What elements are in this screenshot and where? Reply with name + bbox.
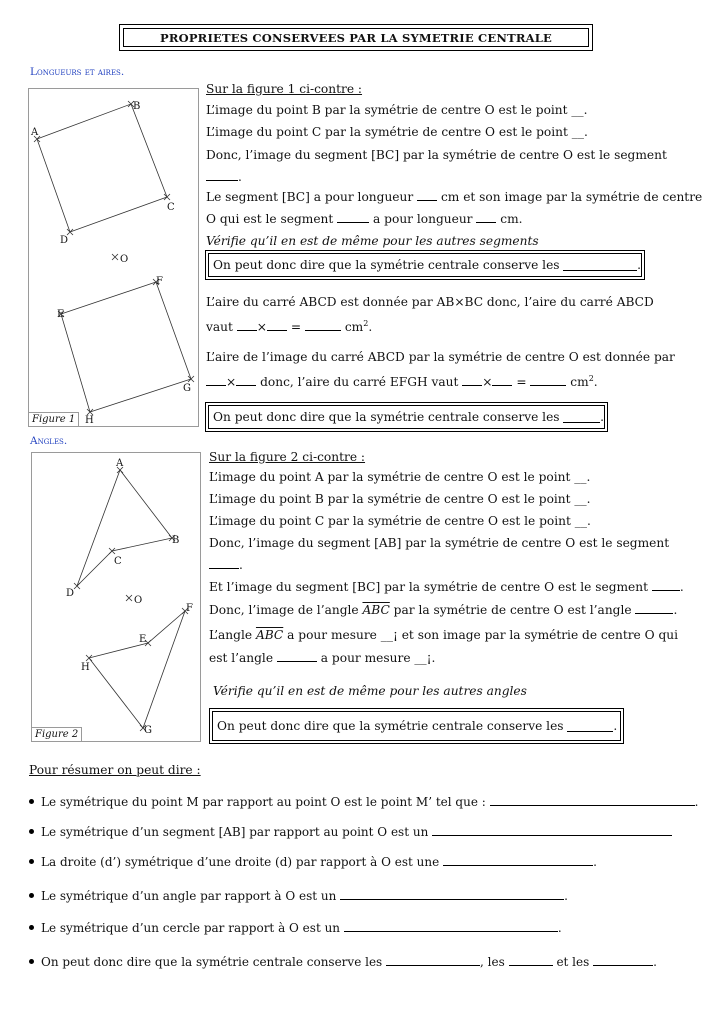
label-e2: E [139,634,147,645]
fig1-line1: L’image du point B par la symétrie de centre O est le point __. [206,103,588,117]
fig2-line7: Donc, l’image de l’angle $\overline{ABC}$ par la symétrie de centre O est l’angle . [209,603,678,617]
area-line2: vaut × = $cm^2$. [206,319,373,335]
answer-blank[interactable] [267,319,287,331]
summary-item-1: Le symétrique du point M par rapport au point O est le point M’ tel que : . [29,794,698,810]
summary-item-6: On peut donc dire que la symétrie centrale conserve les , les et les . [29,954,657,970]
label-a: A [31,127,39,138]
label-f2: F [186,603,193,614]
section-heading-lengths: Longueurs et aires. [30,66,125,78]
bullet-dot [29,829,34,834]
answer-blank[interactable] [492,374,512,386]
answer-blank[interactable] [236,374,256,386]
fig1-intro: Sur la figure 1 ci-contre : [206,82,363,96]
conclusion-box-2: On peut donc dire que la symétrie centrale conserve les . [205,402,608,432]
answer-blank[interactable] [443,854,593,866]
answer-blank[interactable] [593,954,653,966]
center-o-mark-2 [126,595,132,601]
fig2-line1: L’image du point A par la symétrie de centre O est le point __. [209,470,591,484]
triangle-abc [77,470,172,586]
fig2-line4: Donc, l’image du segment [AB] par la symétrie de centre O est le segment [209,536,670,550]
label-e: E [57,309,65,320]
fig2-line6: Et l’image du segment [BC] par la symétrie de centre O est le segment . [209,580,684,594]
answer-blank[interactable] [277,650,317,662]
figure-1-drawing [29,89,198,426]
answer-blank[interactable] [530,374,566,386]
label-f: F [156,276,163,287]
answer-blank[interactable] [652,579,680,591]
fig1-line6: O qui est le segment a pour longueur cm. [206,212,523,226]
answer-blank[interactable] [567,720,613,732]
label-a2: A [116,458,124,469]
summary-item-3: La droite (d’) symétrique d’une droite (d) par rapport à O est une . [29,854,597,870]
square-efgh [61,282,191,412]
fig2-verify: Vérifie qu’il en est de même pour les autres angles [213,684,527,698]
label-d2: D [66,588,75,599]
area-line1: L’aire du carré ABCD est donnée par AB×BC donc, l’aire du carré ABCD [206,295,654,309]
square-abcd [37,104,167,232]
answer-blank[interactable] [490,794,695,806]
bullet-dot [29,799,34,804]
figure-1-label: Figure 1 [29,412,79,426]
conclusion-box-2-text: On peut donc dire que la symétrie centrale conserve les [213,410,560,424]
figure-2-drawing [32,453,200,741]
bullet-dot [29,925,34,930]
answer-blank[interactable] [563,259,637,271]
bullet-dot [29,959,34,964]
title-box [119,24,593,51]
bullet-dot [29,859,34,864]
answer-blank[interactable] [237,319,257,331]
answer-blank[interactable] [206,374,226,386]
figure-2 [31,452,201,742]
label-b2: B [172,535,180,546]
answer-blank[interactable] [417,189,437,201]
label-c2: C [114,556,122,567]
bullet-dot [29,893,34,898]
fig1-line5: Le segment [BC] a pour longueur cm et son image par la symétrie de centre [206,190,703,204]
answer-blank[interactable] [209,557,239,569]
answer-blank[interactable] [563,411,600,423]
label-g: G [183,383,191,394]
label-d: D [60,235,69,246]
answer-blank[interactable] [305,319,341,331]
fig2-line5: . [209,557,243,573]
summary-heading: Pour résumer on peut dire : [29,763,201,777]
conclusion-box-3-text: On peut donc dire que la symétrie centrale conserve les [217,719,564,733]
fig1-verify: Vérifie qu’il en est de même pour les autres segments [206,234,539,248]
fig2-line3: L’image du point C par la symétrie de centre O est le point __. [209,514,591,528]
answer-blank[interactable] [344,920,558,932]
figure-1 [28,88,199,427]
fig1-line4: . [206,169,242,185]
answer-blank[interactable] [476,211,496,223]
answer-blank[interactable] [432,824,672,836]
label-o: O [120,254,129,265]
fig2-intro: Sur la figure 2 ci-contre : [209,450,366,464]
answer-blank[interactable] [337,211,369,223]
summary-item-2: Le symétrique d’un segment [AB] par rapport au point O est un [29,824,672,840]
conclusion-box-3: On peut donc dire que la symétrie centrale conserve les . [209,708,624,744]
triangle-efgh [89,611,185,728]
answer-blank[interactable] [509,954,553,966]
fig2-line2: L’image du point B par la symétrie de centre O est le point __. [209,492,591,506]
conclusion-box-1: On peut donc dire que la symétrie centrale conserve les . [205,250,645,280]
center-o-mark [112,254,118,260]
fig1-line3: Donc, l’image du segment [BC] par la symétrie de centre O est le segment [206,148,667,162]
section-heading-angles: Angles. [30,435,68,447]
summary-item-4: Le symétrique d’un angle par rapport à O est un . [29,888,568,904]
fig2-line9: est l’angle a pour mesure __¡. [209,651,436,665]
label-h: H [85,415,94,426]
fig2-line8: L’angle $\overline{ABC}$ a pour mesure __¡ et son image par la symétrie de centre O qui [209,628,679,642]
label-b: B [133,101,141,112]
area-line4: × donc, l’aire du carré EFGH vaut × = $cm^2$. [206,371,598,390]
label-o2: O [134,595,143,606]
answer-blank[interactable] [386,954,480,966]
conclusion-box-1-text: On peut donc dire que la symétrie centrale conserve les [213,258,560,272]
answer-blank[interactable] [462,374,482,386]
page-title: PROPRIETES CONSERVEES PAR LA SYMETRIE CENTRALE [123,28,589,47]
fig1-line2: L’image du point C par la symétrie de centre O est le point __. [206,125,588,139]
answer-blank[interactable] [206,169,238,181]
label-c: C [167,202,175,213]
answer-blank[interactable] [635,602,673,614]
label-h2: H [81,662,90,673]
area-line3: L’aire de l’image du carré ABCD par la symétrie de centre O est donnée par [206,350,675,364]
figure-2-label: Figure 2 [32,727,82,741]
answer-blank[interactable] [340,888,564,900]
label-g2: G [144,725,152,736]
summary-item-5: Le symétrique d’un cercle par rapport à O est un . [29,920,562,936]
